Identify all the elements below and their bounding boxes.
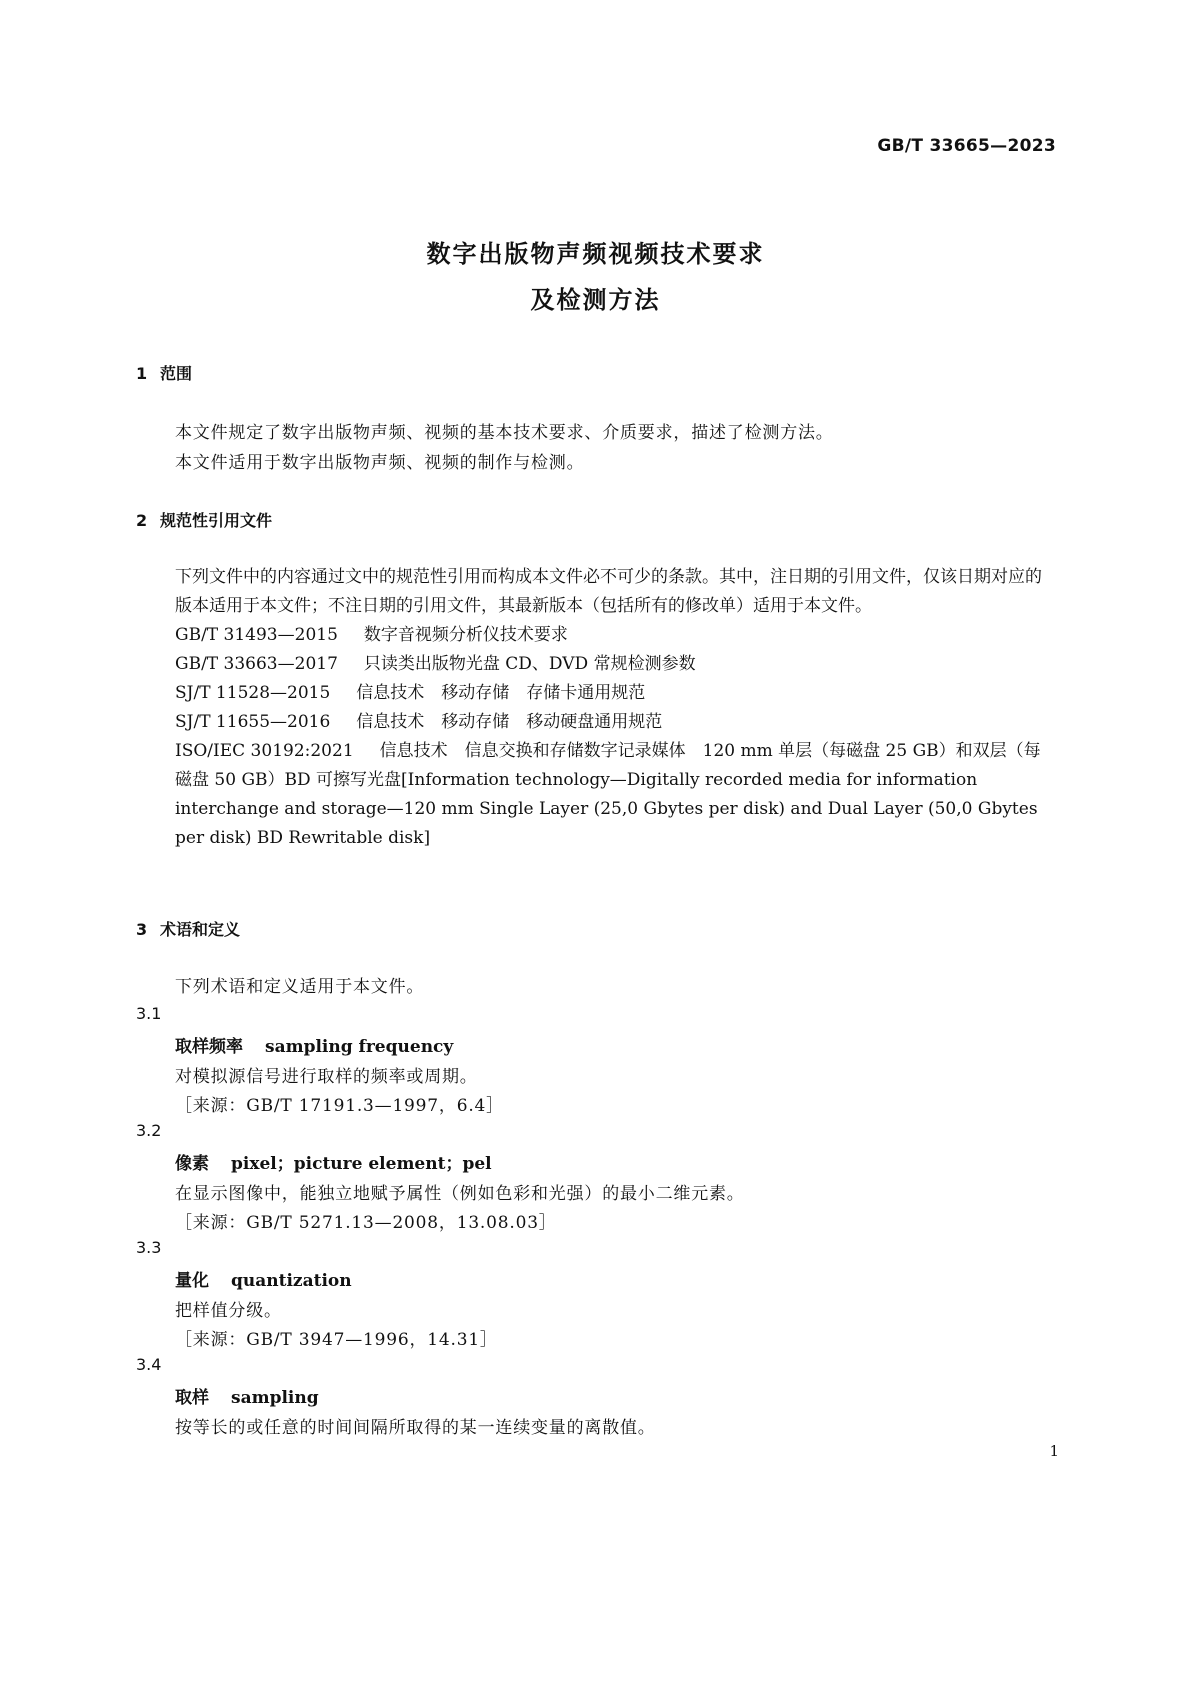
term-chinese: 取样频率 bbox=[175, 1037, 243, 1057]
reference-item bbox=[136, 737, 1056, 853]
section-number: 3 bbox=[136, 920, 148, 939]
term-number: 3.3 bbox=[136, 1238, 162, 1257]
term-definition: 对模拟源信号进行取样的频率或周期。 bbox=[175, 1067, 478, 1087]
terms-intro: 下列术语和定义适用于本文件。 bbox=[175, 977, 425, 997]
scope-paragraph-2: 本文件适用于数字出版物声频、视频的制作与检测。 bbox=[175, 453, 585, 473]
term-source: ［来源：GB/T 5271.13—2008，13.08.03］ bbox=[175, 1213, 557, 1233]
reference-name: 信息技术 信息交换和存储数字记录媒体 120 mm 单层（每磁盘 25 GB）和双层（每磁盘 50 GB）BD 可擦写光盘[Information technology—Digitally recorded media for information interchange and storage—120 mm Single Layer (25,0 Gbytes per disk) and Dual Layer (50,0 Gbytes per disk) BD Rewritable disk] bbox=[175, 741, 1041, 848]
reference-name: 只读类出版物光盘 CD、DVD 常规检测参数 bbox=[363, 654, 696, 674]
section-heading-scope bbox=[136, 361, 192, 384]
document-title-line1: 数字出版物声频视频技术要求 bbox=[426, 240, 765, 268]
reference-code: GB/T 33663—2017 bbox=[175, 654, 338, 674]
term-chinese: 取样 bbox=[175, 1388, 209, 1408]
standard-number: GB/T 33665—2023 bbox=[877, 136, 1056, 156]
reference-code: SJ/T 11655—2016 bbox=[175, 712, 331, 732]
term-definition: 按等长的或任意的时间间隔所取得的某一连续变量的离散值。 bbox=[175, 1418, 656, 1438]
term-definition: 把样值分级。 bbox=[175, 1301, 282, 1321]
reference-code: SJ/T 11528—2015 bbox=[175, 683, 331, 703]
reference-name: 信息技术 移动存储 移动硬盘通用规范 bbox=[356, 712, 663, 732]
document-title-line2: 及检测方法 bbox=[530, 286, 661, 314]
section-number: 1 bbox=[136, 364, 148, 383]
term-chinese: 量化 bbox=[175, 1271, 209, 1291]
term-english: sampling frequency bbox=[265, 1037, 454, 1057]
reference-code: ISO/IEC 30192:2021 bbox=[175, 741, 354, 761]
term-source: ［来源：GB/T 3947—1996，14.31］ bbox=[175, 1330, 498, 1350]
reference-item bbox=[136, 650, 1056, 679]
section-heading-normative-references bbox=[136, 508, 272, 531]
section-title: 规范性引用文件 bbox=[160, 511, 273, 530]
section-heading-terms-and-definitions bbox=[136, 917, 240, 940]
reference-name: 数字音视频分析仪技术要求 bbox=[363, 625, 568, 645]
reference-item bbox=[136, 621, 1056, 650]
term-heading bbox=[175, 1032, 453, 1057]
section-title: 范围 bbox=[160, 364, 193, 383]
section-title: 术语和定义 bbox=[160, 920, 241, 939]
term-english: quantization bbox=[231, 1271, 352, 1291]
term-heading bbox=[175, 1383, 319, 1408]
scope-paragraph-1: 本文件规定了数字出版物声频、视频的基本技术要求、介质要求，描述了检测方法。 bbox=[175, 423, 834, 443]
term-english: pixel；picture element；pel bbox=[231, 1154, 492, 1174]
reference-item bbox=[136, 708, 1056, 737]
term-number: 3.1 bbox=[136, 1004, 162, 1023]
reference-name: 信息技术 移动存储 存储卡通用规范 bbox=[356, 683, 646, 703]
term-heading bbox=[175, 1149, 492, 1174]
term-number: 3.4 bbox=[136, 1355, 162, 1374]
page-number: 1 bbox=[1049, 1442, 1059, 1460]
reference-item bbox=[136, 679, 1056, 708]
normative-references-block bbox=[136, 563, 1056, 853]
reference-code: GB/T 31493—2015 bbox=[175, 625, 338, 645]
term-definition: 在显示图像中，能独立地赋予属性（例如色彩和光强）的最小二维元素。 bbox=[175, 1184, 745, 1204]
section-number: 2 bbox=[136, 511, 148, 530]
references-intro: 下列文件中的内容通过文中的规范性引用而构成本文件必不可少的条款。其中，注日期的引用文件，仅该日期对应的版本适用于本文件；不注日期的引用文件，其最新版本（包括所有的修改单）适用于本文件。 bbox=[175, 567, 1042, 616]
term-english: sampling bbox=[231, 1388, 319, 1408]
term-chinese: 像素 bbox=[175, 1154, 209, 1174]
term-heading bbox=[175, 1266, 352, 1291]
term-number: 3.2 bbox=[136, 1121, 162, 1140]
term-source: ［来源：GB/T 17191.3—1997，6.4］ bbox=[175, 1096, 504, 1116]
